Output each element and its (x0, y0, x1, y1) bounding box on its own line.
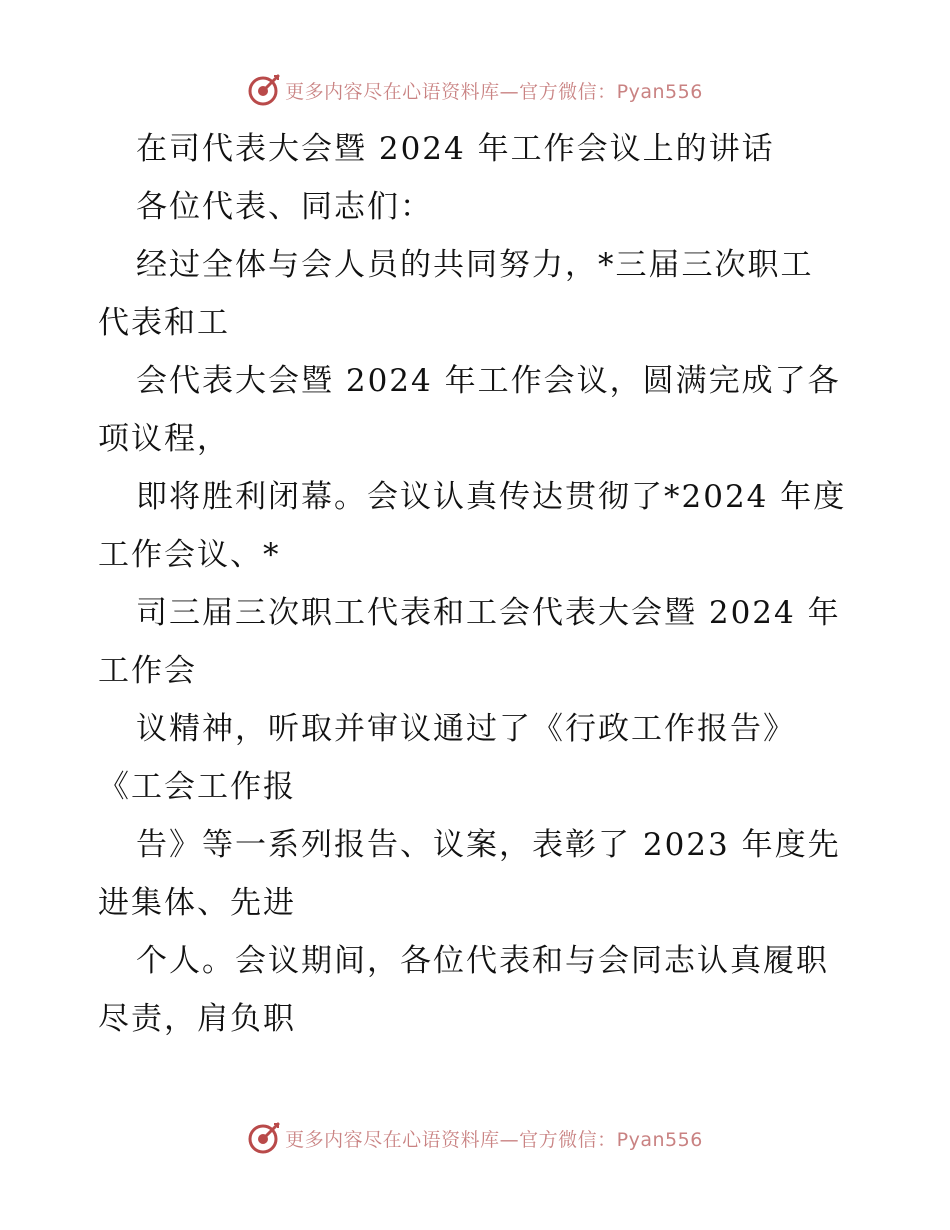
paragraph-line: 代表和工 (98, 305, 230, 341)
paragraph-line: 个人。会议期间，各位代表和与会同志认真履职 (136, 943, 829, 979)
paragraph-line: 在司代表大会暨 2024 年工作会议上的讲话 (136, 131, 775, 167)
paragraph-line: 项议程， (98, 421, 230, 457)
logo-pen-icon (247, 1121, 281, 1155)
paragraph-line: 司三届三次职工代表和工会代表大会暨 2024 年 (136, 595, 841, 631)
header-banner (0, 70, 950, 110)
paragraph-line: 告》等一系列报告、议案，表彰了 2023 年度先 (136, 827, 841, 863)
paragraph-line: 经过全体与会人员的共同努力，*三届三次职工 (136, 247, 814, 283)
paragraph-line: 工作会 (98, 653, 197, 689)
paragraph-line: 各位代表、同志们： (136, 189, 433, 225)
paragraph-line: 会代表大会暨 2024 年工作会议，圆满完成了各 (136, 363, 841, 399)
logo-pen-icon (247, 73, 281, 107)
footer-banner (0, 1118, 950, 1158)
paragraph-line: 《工会工作报 (98, 769, 296, 805)
paragraph-line: 即将胜利闭幕。会议认真传达贯彻了*2024 年度 (136, 479, 847, 515)
paragraph-line: 尽责，肩负职 (98, 1001, 296, 1037)
footer-banner-text: 更多内容尽在心语资料库—官方微信：Pyan556 (285, 1128, 703, 1151)
paragraph-line: 议精神，听取并审议通过了《行政工作报告》 (136, 711, 796, 747)
document-body (98, 120, 858, 1048)
header-banner-text: 更多内容尽在心语资料库—官方微信：Pyan556 (285, 80, 703, 103)
paragraph-line: 进集体、先进 (98, 885, 296, 921)
paragraph-line: 工作会议、* (98, 537, 281, 573)
